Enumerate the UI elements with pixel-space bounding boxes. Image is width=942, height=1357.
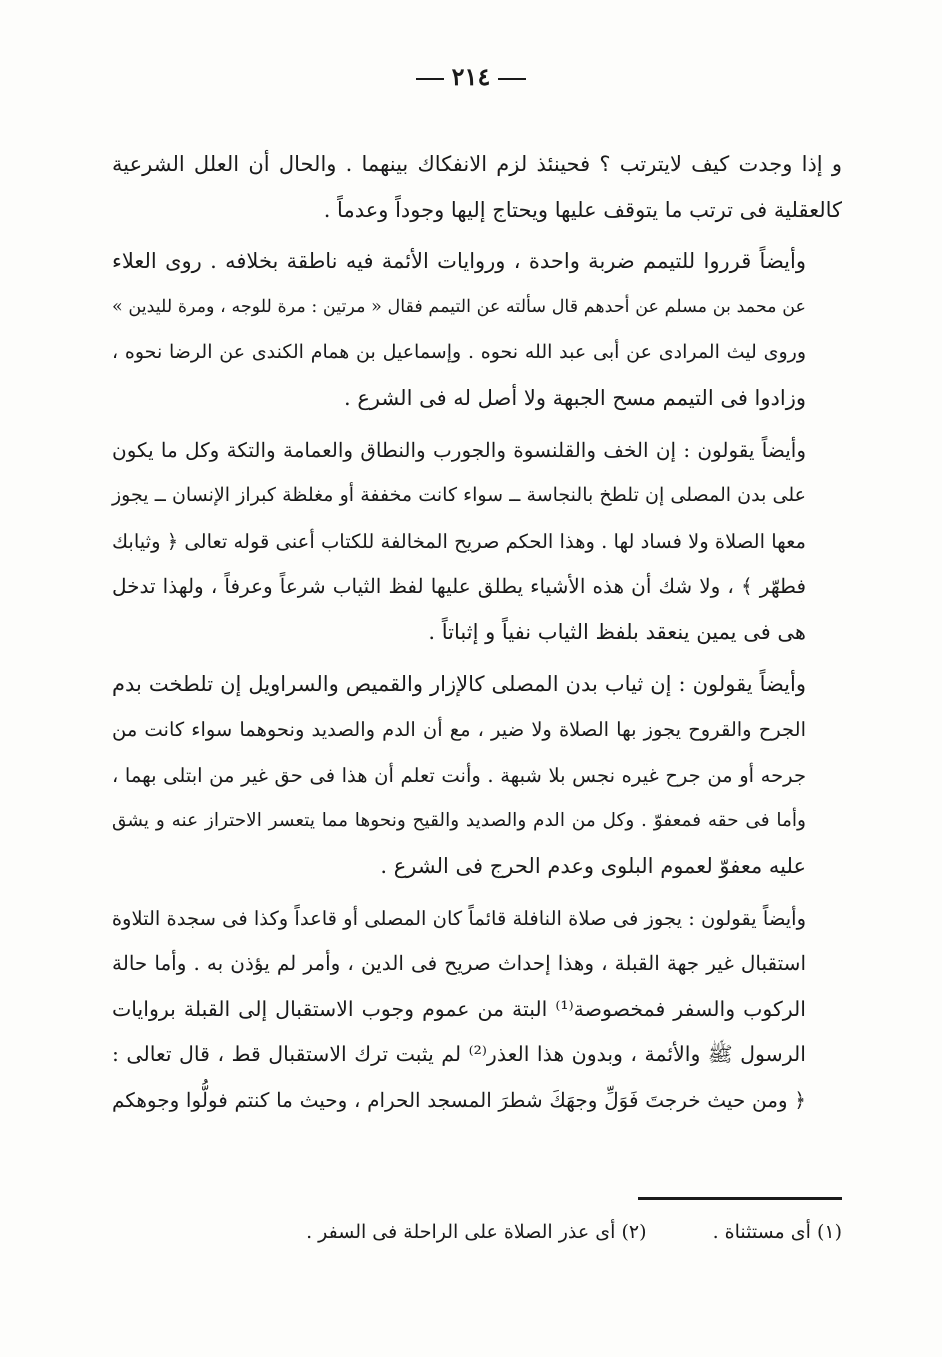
body-text [112, 142, 842, 1123]
text-line: عن محمد بن مسلم عن أحدهم قال سألته عن التيمم فقال « مرتين : مرة للوجه ، ومرة لليدين » [112, 296, 806, 317]
paragraph [112, 142, 842, 233]
text-line: جرحه أو من جرح غيره نجس بلا شبهة . وأنت تعلم أن هذا فى حق غير من ابتلى بهما ، [112, 763, 806, 787]
text-line: معها الصلاة ولا فساد لها . وهذا الحكم صريح المخالفة للكتاب أعنى قوله تعالى ﴿ وثيابك [112, 529, 806, 553]
footnotes [112, 1214, 842, 1250]
text-line: الركوب والسفر فمخصوصة⁽¹⁾ البتة من عموم وجوب الاستقبال إلى القبلة بروايات [112, 996, 806, 1021]
footnote-divider [638, 1197, 842, 1200]
text-line: وزادوا فى التيمم مسح الجبهة ولا أصل له فى الشرع . [343, 385, 806, 410]
text-line: الرسول ﷺ والأئمة ، وبدون هذا العذر⁽²⁾ لم يثبت ترك الاستقبال قط ، قال تعالى : [112, 1042, 806, 1067]
text-line: استقبال غير جهة القبلة ، وهذا إحداث صريح فى الدين ، وأمر لم يؤذن به . وأما حالة [112, 951, 806, 976]
text-line: فطهّر ﴾ ، ولا شك أن هذه الأشياء يطلق عليها لفظ الثياب شرعاً وعرفاً ، ولهذا تدخل [112, 574, 806, 599]
paragraph [112, 239, 842, 421]
text-line: الجرح والقروح يجوز بها الصلاة ولا ضير ، مع أن الدم والصديد ونحوهما سواء كانت من [112, 718, 806, 742]
page-number-dash-left [416, 78, 444, 80]
footnote-2: (٢) أى عذر الصلاة على الراحلة فى السفر . [306, 1221, 647, 1243]
paragraph [112, 428, 842, 656]
text-line: وأيضاً قرروا للتيمم ضربة واحدة ، وروايات الأئمة فيه ناطقة بخلافه . روى العلاء [112, 249, 806, 274]
footnote-1: (١) أى مستثناة . [712, 1221, 842, 1243]
text-line: و إذا وجدت كيف لايترتب ؟ فحينئذ لزم الانفكاك بينهما . والحال أن العلل الشرعية [112, 152, 842, 176]
text-line: وأيضاً يقولون : إن ثياب بدن المصلى كالإزار والقميص والسراويل إن تلطخت بدم [112, 671, 806, 696]
paragraph [112, 896, 842, 1124]
text-line: عليه معفوّ لعموم البلوى وعدم الحرج فى الشرع . [380, 853, 806, 878]
paragraph [112, 662, 842, 890]
text-line: هى فى يمين ينعقد بلفظ الثياب نفياً و إثباتاً . [428, 619, 806, 644]
text-line: وروى ليث المرادى عن أبى عبد الله نحوه . وإسماعيل بن همام الكندى عن الرضا نحوه ، [112, 341, 806, 364]
text-line: وأيضاً يقولون : إن الخف والقلنسوة والجورب والنطاق والعمامة والتكة وكل ما يكون [112, 437, 806, 462]
page-number [0, 62, 942, 91]
text-line: وأيضاً يقولون : يجوز فى صلاة النافلة قائماً كان المصلى أو قاعداً وكذا فى سجدة التلاوة [111, 906, 806, 930]
text-line: وأما فى حقه فمعفوّ . وكل من الدم والصديد والقيح ونحوها مما يتعسر الاحتراز عنه و يشق [112, 810, 806, 832]
text-line: ﴿ ومن حيث خرجتَ فَوَلِّ وجهَكَ شطرَ المسجد الحرام ، وحيث ما كنتم فولُّوا وجوهكم [112, 1087, 806, 1112]
text-line: كالعقلية فى ترتب ما يتوقف عليها ويحتاج إليها وجوداً وعدماً . [323, 197, 842, 222]
text-line: على بدن المصلى إن تلطخ بالنجاسة ــ سواء كانت مخففة أو مغلظة كبراز الإنسان ــ يجوز [112, 484, 806, 507]
page-number-dash-right [498, 78, 526, 80]
page-number-value: ٢١٤ [451, 62, 491, 91]
